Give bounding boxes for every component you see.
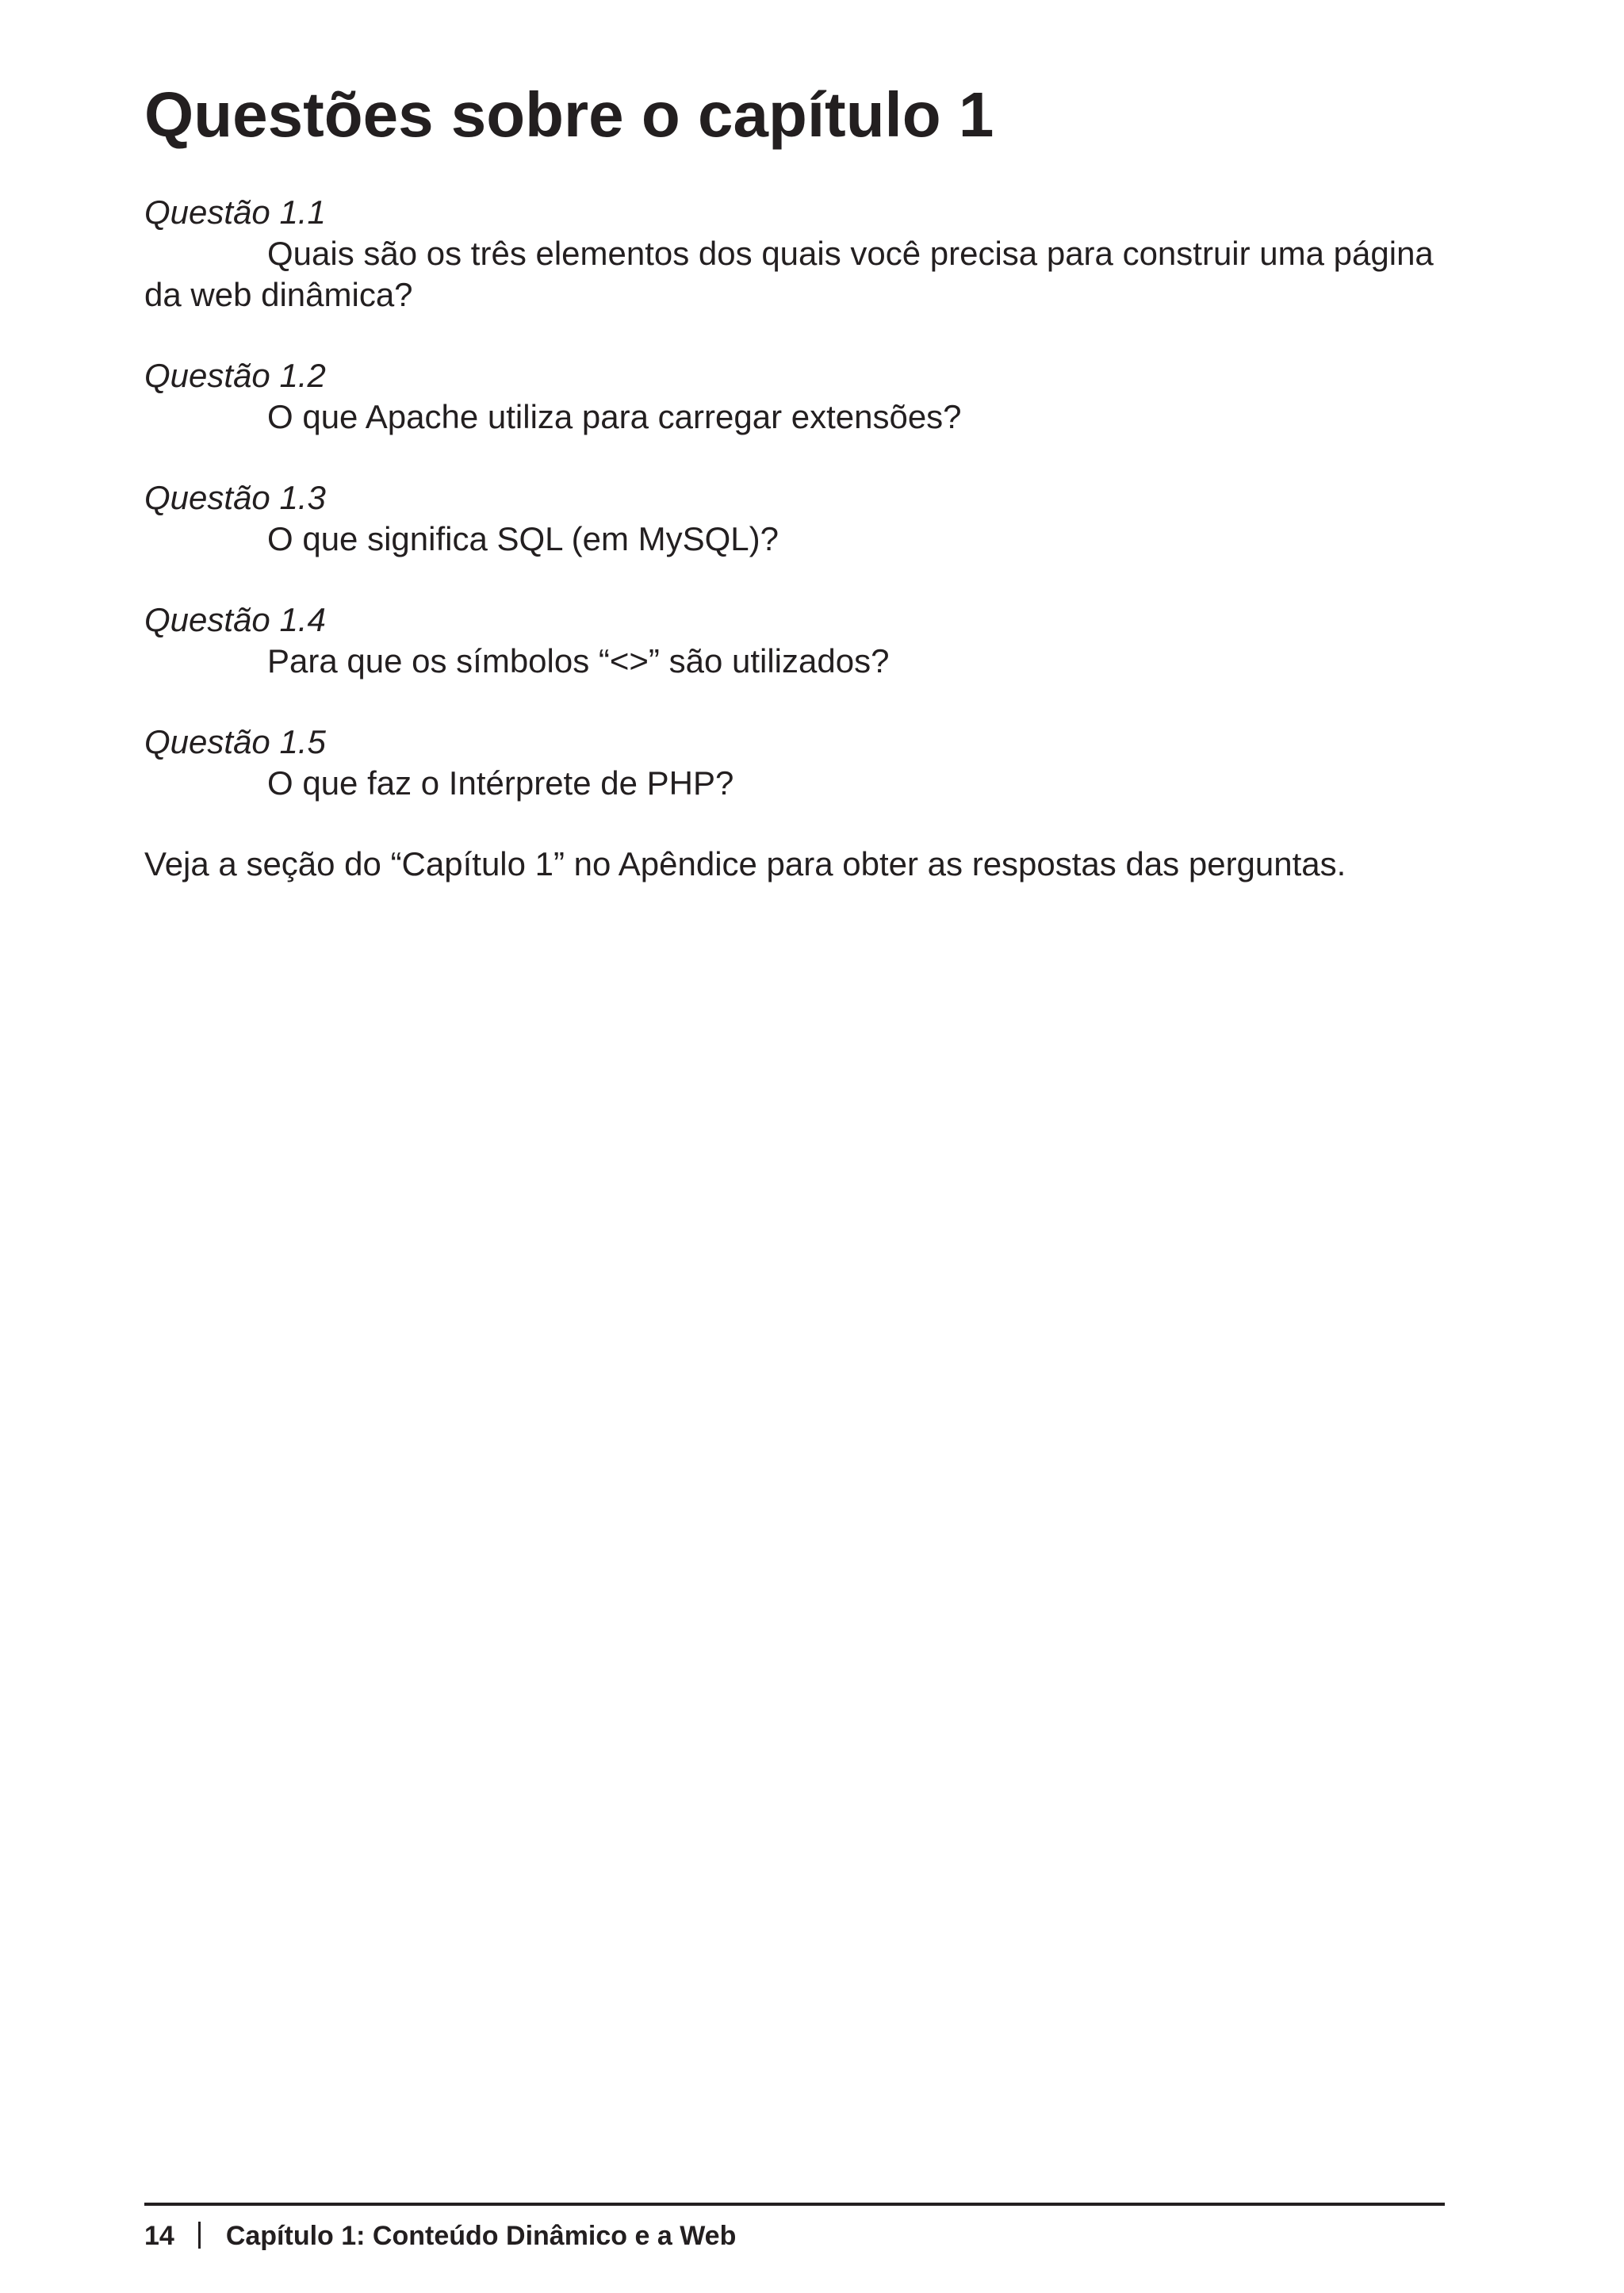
closing-note: Veja a seção do “Capítulo 1” no Apêndice para obter as respostas das perguntas. — [144, 845, 1346, 882]
question-text: O que significa SQL (em MySQL)? — [267, 520, 779, 557]
page-footer — [144, 2220, 736, 2252]
question-label: Questão 1.3 — [144, 479, 326, 516]
question-1-5 — [144, 722, 1445, 804]
question-1-3 — [144, 477, 1445, 560]
question-text: Para que os símbolos “<>” são utilizados? — [267, 642, 890, 679]
question-text: O que faz o Intérprete de PHP? — [267, 764, 734, 802]
questions-section — [144, 192, 1445, 885]
page-number: 14 — [144, 2221, 174, 2251]
question-label: Questão 1.1 — [144, 193, 326, 231]
page-title: Questões sobre o capítulo 1 — [144, 79, 994, 150]
question-1-4 — [144, 599, 1445, 682]
footer-separator — [198, 2222, 201, 2249]
question-1-2 — [144, 355, 1445, 438]
question-label: Questão 1.2 — [144, 357, 326, 394]
running-chapter-title: Capítulo 1: Conteúdo Dinâmico e a Web — [225, 2221, 737, 2251]
question-1-1 — [144, 192, 1445, 316]
footer-divider — [144, 2203, 1445, 2206]
question-text: O que Apache utiliza para carregar extensões? — [267, 398, 962, 435]
question-text: Quais são os três elementos dos quais você precisa para construir uma página da web dinâmica? — [144, 235, 1434, 313]
question-label: Questão 1.5 — [144, 723, 326, 760]
question-label: Questão 1.4 — [144, 601, 326, 638]
